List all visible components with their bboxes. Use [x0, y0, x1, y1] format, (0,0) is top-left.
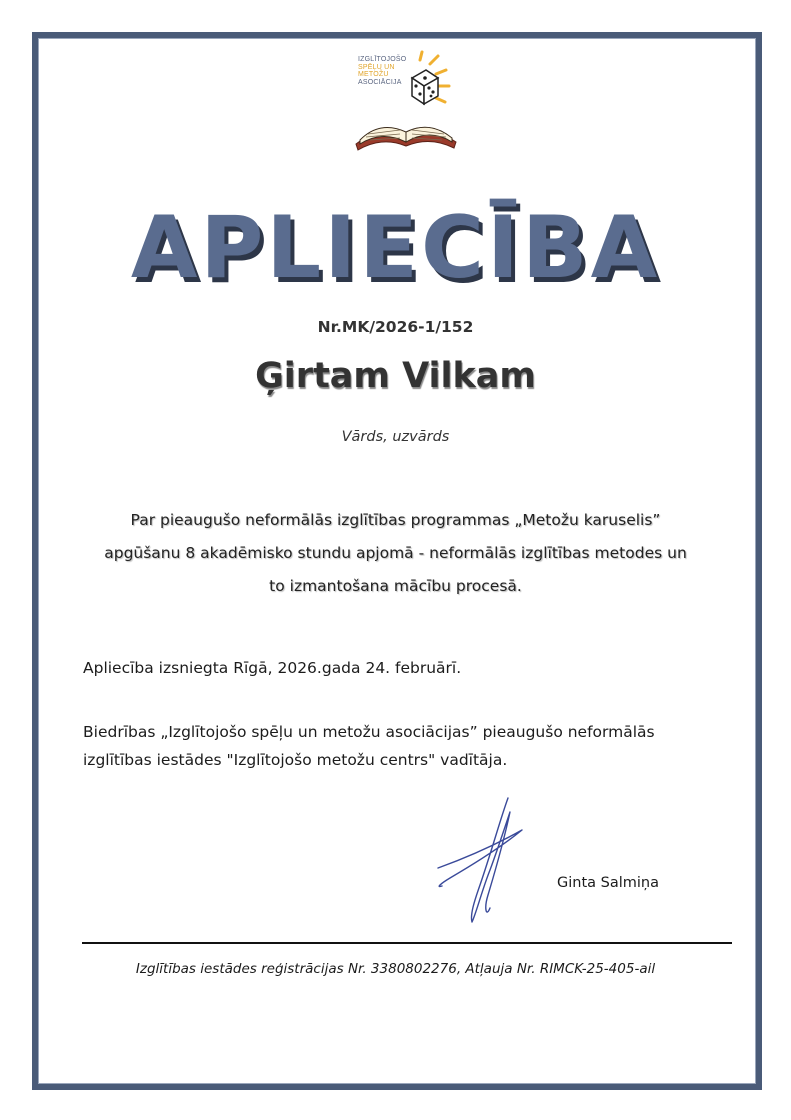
association-logo	[350, 48, 462, 166]
recipient-name: Ģirtam Vilkam	[255, 356, 536, 396]
program-description: Par pieaugušo neformālās izglītības programmas „Metožu karuselis” apgūšanu 8 akadēmisko stundu apjomā - neformālās izglītības metodes un to izmantošana mācību procesā.	[104, 511, 687, 595]
issue-statement: Apliecība izsniegta Rīgā, 2026.gada 24. februārī.	[83, 659, 462, 677]
logo-line-4: ASOCIĀCIJA	[358, 78, 402, 86]
certificate-title: APLIECĪBA	[130, 198, 661, 298]
logo-text	[358, 56, 418, 86]
footer-divider	[82, 942, 732, 944]
document-number: Nr.MK/2026-1/152	[317, 318, 474, 336]
name-caption: Vārds, uzvārds	[341, 429, 450, 445]
signer-name: Ginta Salmiņa	[557, 875, 659, 891]
logo-line-1: IZGLĪTOJOŠO	[358, 56, 407, 63]
footer-registration: Izglītības iestādes reģistrācijas Nr. 3380802276, Atļauja Nr. RIMCK-25-405-ail	[135, 961, 656, 977]
director-statement: Biedrības „Izglītojošo spēļu un metožu asociācijas” pieaugušo neformālās izglītības iestādes "Izglītojošo metožu centrs" vadītāja.	[83, 723, 655, 769]
logo-line-3: METOŽU	[358, 71, 389, 78]
logo-line-2: SPĒĻU UN	[358, 63, 395, 71]
handwritten-signature	[430, 790, 540, 930]
